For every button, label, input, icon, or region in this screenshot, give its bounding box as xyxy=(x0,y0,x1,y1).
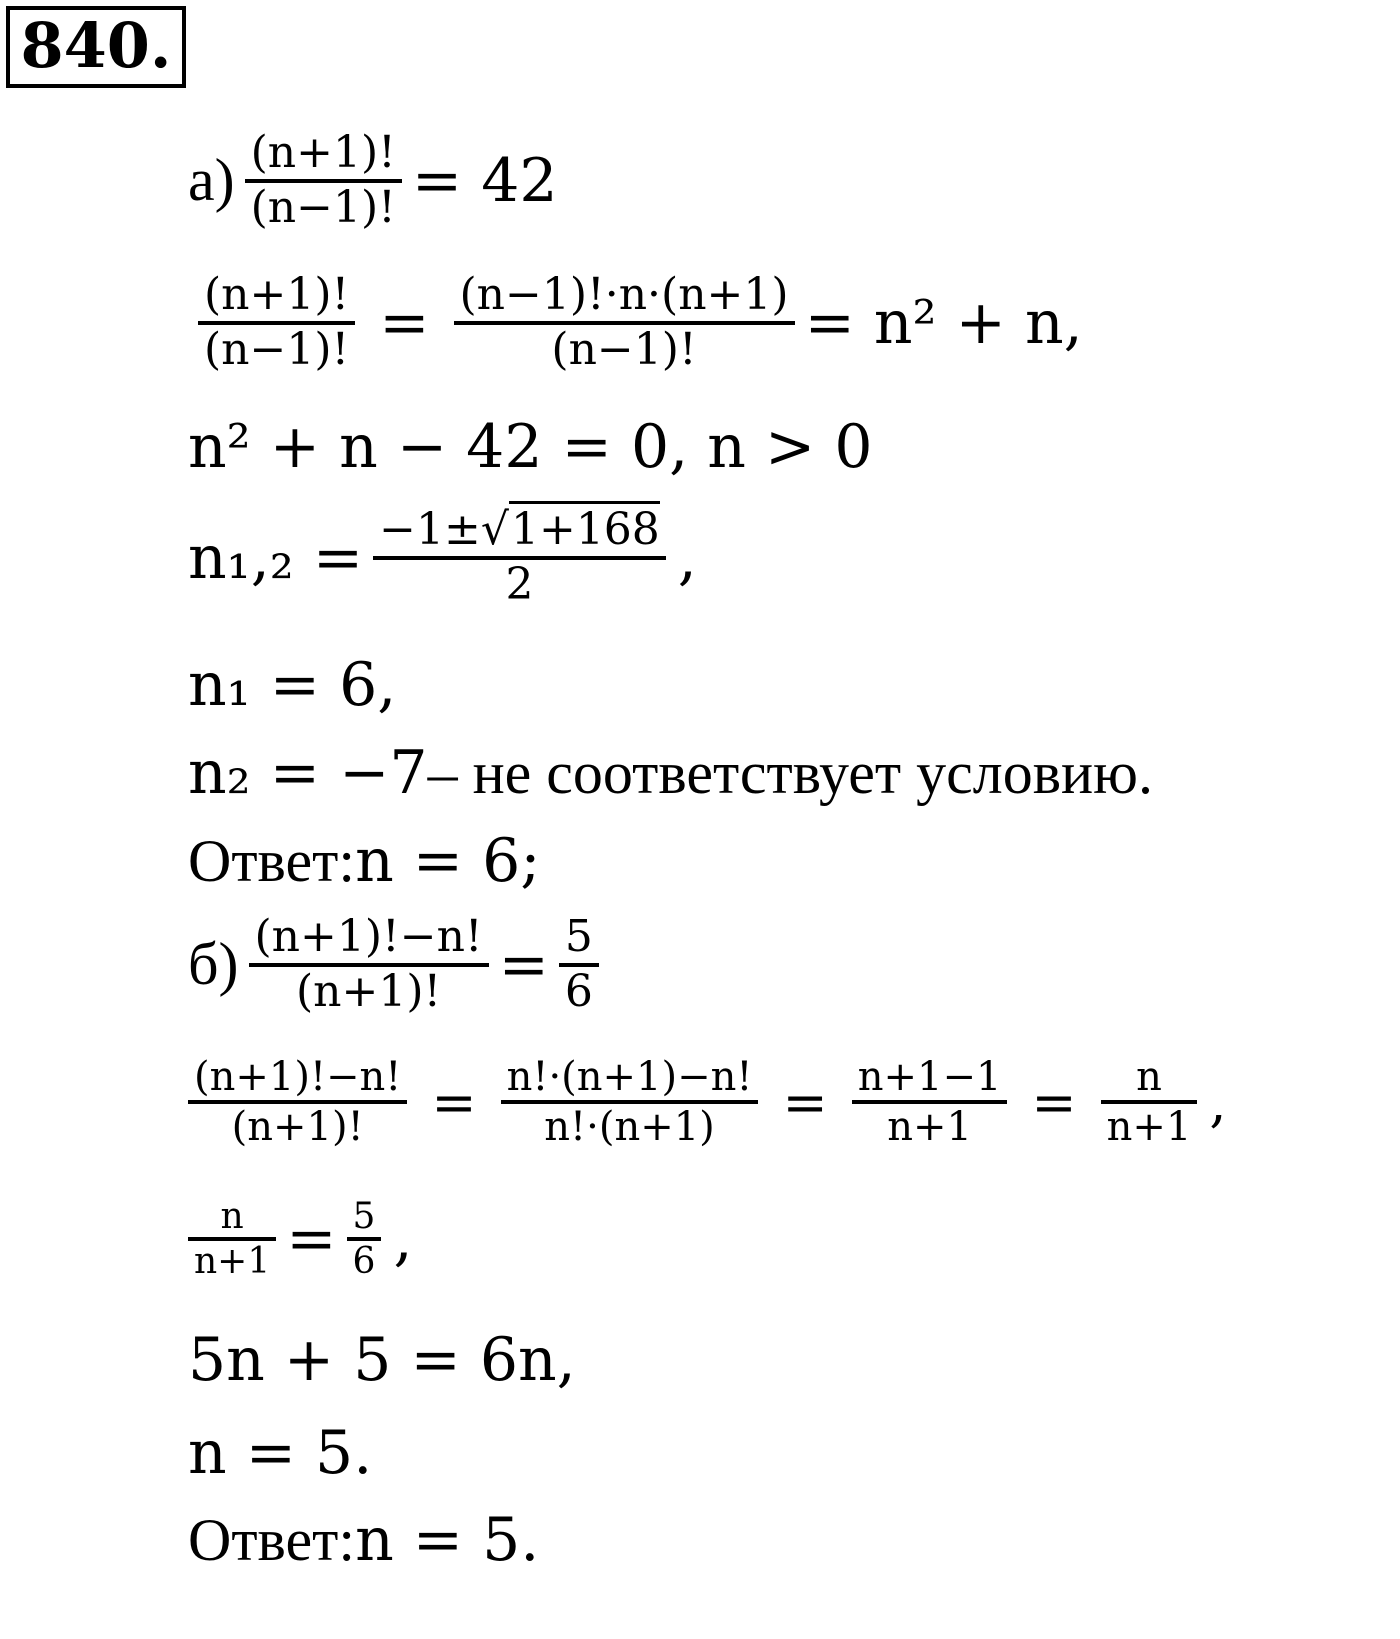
equation-text: 5n + 5 = 6n, xyxy=(188,1325,576,1395)
fraction-denominator: 6 xyxy=(564,965,593,1017)
part-b-given xyxy=(188,912,609,1017)
fraction-numerator xyxy=(373,505,666,556)
equals-sign: = xyxy=(431,1070,477,1134)
equals-sign: = xyxy=(1031,1070,1077,1134)
equation-text: n₂ = −7 xyxy=(188,738,428,808)
root-2-comment: – не соответствует условию. xyxy=(427,739,1153,806)
part-a-root-2 xyxy=(188,738,1153,808)
part-b-answer xyxy=(188,1505,539,1575)
fraction-denominator: (n+1)! xyxy=(231,1104,364,1150)
fraction xyxy=(852,1054,1008,1150)
equation-rhs: = 42 xyxy=(411,145,558,216)
part-a-roots-formula xyxy=(188,505,697,610)
fraction-numerator: n xyxy=(1136,1054,1162,1100)
equation-text: n₁ = 6, xyxy=(188,650,397,720)
part-b-simplification xyxy=(188,1054,1227,1150)
fraction-denominator: (n+1)! xyxy=(295,965,442,1017)
problem-number: 840. xyxy=(6,6,186,88)
numerator-prefix: −1± xyxy=(379,504,481,555)
fraction-numerator: 5 xyxy=(352,1196,376,1237)
part-a-quadratic-equation xyxy=(188,412,873,482)
fraction xyxy=(249,912,489,1017)
fraction xyxy=(501,1054,759,1150)
answer-label: Ответ: xyxy=(188,1506,356,1573)
radicand: 1+168 xyxy=(509,501,660,555)
fraction-numerator: n xyxy=(220,1196,244,1237)
fraction-numerator: n+1−1 xyxy=(857,1054,1002,1100)
part-b-label: б) xyxy=(188,931,239,998)
fraction-denominator: 6 xyxy=(352,1241,376,1283)
fraction-denominator: (n−1)! xyxy=(250,181,396,233)
fraction xyxy=(188,1054,407,1150)
fraction-denominator: (n−1)! xyxy=(204,323,350,375)
answer-label: Ответ: xyxy=(188,827,356,894)
equals-sign: = xyxy=(379,287,430,358)
fraction-denominator: n+1 xyxy=(1106,1104,1192,1150)
answer-value: n = 5. xyxy=(355,1505,540,1575)
answer-value: n = 6; xyxy=(355,826,541,896)
roots-label: n₁,₂ = xyxy=(188,522,364,593)
part-a-answer xyxy=(188,826,541,896)
fraction xyxy=(198,270,355,375)
fraction xyxy=(373,505,666,610)
trailing-comma: , xyxy=(393,1204,413,1275)
sqrt-icon: √ xyxy=(480,504,509,555)
fraction xyxy=(559,912,599,1017)
fraction xyxy=(245,128,402,233)
fraction-numerator: n!·(n+1)−n! xyxy=(506,1054,753,1100)
fraction-denominator: (n−1)! xyxy=(551,323,697,375)
fraction xyxy=(347,1196,382,1283)
part-b-solution xyxy=(188,1418,372,1488)
fraction-numerator: (n+1)! xyxy=(204,269,350,320)
fraction xyxy=(454,270,795,375)
trailing-comma: , xyxy=(677,522,697,593)
part-b-linear-equation xyxy=(188,1325,576,1395)
part-a-simplification xyxy=(188,270,1083,375)
fraction-numerator: (n−1)!·n·(n+1) xyxy=(459,269,789,320)
fraction-numerator: (n+1)! xyxy=(250,127,396,178)
fraction xyxy=(188,1196,276,1283)
equals-sign: = xyxy=(782,1070,828,1134)
equation-text: n² + n − 42 = 0, n > 0 xyxy=(188,412,873,482)
fraction-denominator: n+1 xyxy=(194,1241,271,1283)
fraction-numerator: (n+1)!−n! xyxy=(254,911,483,962)
part-a-root-1 xyxy=(188,650,396,720)
part-b-proportion xyxy=(188,1196,413,1283)
fraction-denominator: 2 xyxy=(505,558,534,610)
fraction-numerator: 5 xyxy=(564,911,593,962)
fraction xyxy=(1101,1054,1198,1150)
trailing-comma: , xyxy=(1209,1070,1227,1134)
equals-sign: = xyxy=(498,929,549,1000)
part-a-label: а) xyxy=(188,147,235,214)
part-a-given xyxy=(188,128,558,233)
fraction-denominator: n!·(n+1) xyxy=(544,1104,715,1150)
fraction-numerator: (n+1)!−n! xyxy=(194,1054,402,1100)
equals-sign: = xyxy=(286,1204,337,1275)
equation-text: n = 5. xyxy=(188,1418,373,1488)
equation-rhs: = n² + n, xyxy=(804,287,1083,358)
fraction-denominator: n+1 xyxy=(887,1104,972,1150)
